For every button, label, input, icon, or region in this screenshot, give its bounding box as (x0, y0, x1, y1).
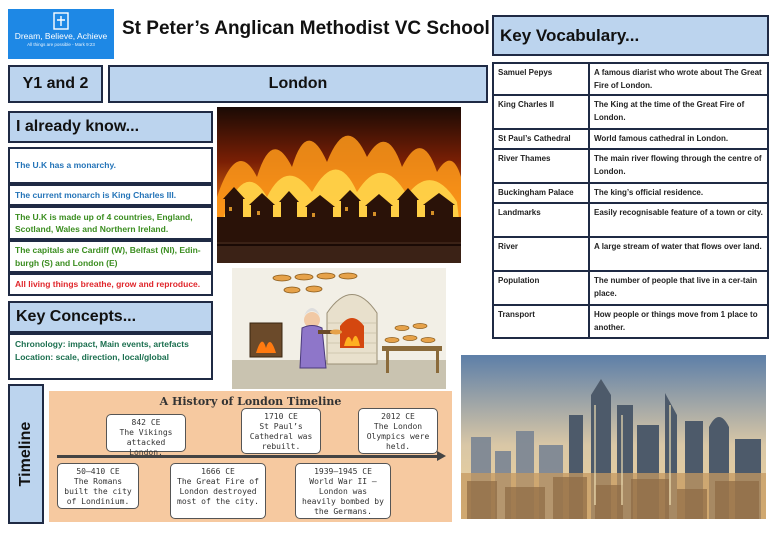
vocab-definition: The king’s official residence. (589, 183, 768, 203)
crest-icon (53, 12, 69, 30)
vocab-definition: A famous diarist who wrote about The Great Fire of London. (589, 63, 768, 95)
event-date: 842 CE (131, 418, 161, 427)
bakery-cartoon-image (232, 268, 446, 389)
event-date: 1666 CE (201, 467, 235, 476)
event-date: 1710 CE (264, 412, 298, 421)
vocab-definition: The main river flowing through the centre of London. (589, 149, 768, 183)
vocab-definition: World famous cathedral in London. (589, 129, 768, 149)
concept-line: Chronology: impact, Main events, artefacts (15, 339, 189, 349)
timeline-label-text: Timeline (17, 421, 34, 487)
fact-item (8, 273, 213, 296)
fact-text: The U.K is made up of 4 countries, England, Scotland, Wales and Northern Ireland. (15, 211, 193, 234)
timeline-event (358, 408, 438, 454)
timeline-event (57, 463, 139, 509)
table-row (493, 305, 768, 338)
key-concepts-title: Key Concepts... (8, 301, 213, 333)
london-skyline-image (461, 355, 766, 519)
fact-text: The capitals are Cardiff (W), Belfast (NI), Edin-burgh (S) and London (E) (15, 245, 201, 268)
fact-text: The current monarch is King Charles III. (15, 189, 177, 200)
timeline-event (241, 408, 321, 454)
vocab-term: Samuel Pepys (493, 63, 589, 95)
table-row (493, 129, 768, 149)
table-row (493, 183, 768, 203)
vocab-term: Population (493, 271, 589, 305)
timeline-title: A History of London Timeline (159, 395, 342, 408)
vocab-term: St Paul’s Cathedral (493, 129, 589, 149)
event-date: 2012 CE (381, 412, 415, 421)
fact-item (8, 184, 213, 206)
vocab-term: King Charles II (493, 95, 589, 129)
fact-text: The U.K has a monarchy. (15, 160, 116, 171)
timeline-event (106, 414, 186, 457)
topic-title: London (108, 65, 488, 103)
fact-item (8, 240, 213, 273)
vocab-term: Transport (493, 305, 589, 338)
fact-item (8, 206, 213, 240)
vocabulary-table (492, 62, 769, 339)
vocab-definition: How people or things move from 1 place to another. (589, 305, 768, 338)
logo-motto: Dream, Believe, Achieve (14, 31, 108, 41)
great-fire-image (217, 107, 461, 263)
key-concepts-box (8, 333, 213, 380)
timeline-graphic (49, 391, 452, 522)
vocab-definition: A large stream of water that flows over land. (589, 237, 768, 271)
logo-verse: All things are possible - Mark 9:23 (27, 42, 95, 47)
table-row (493, 149, 768, 183)
already-know-title: I already know... (8, 111, 213, 143)
timeline-event (170, 463, 266, 519)
event-date: 50—410 CE (76, 467, 120, 476)
vocab-term: Buckingham Palace (493, 183, 589, 203)
vocabulary-title: Key Vocabulary... (492, 15, 769, 56)
year-group: Y1 and 2 (8, 65, 103, 103)
fact-item (8, 147, 213, 184)
school-name: St Peter’s Anglican Methodist VC School (122, 18, 490, 39)
table-row (493, 237, 768, 271)
school-logo (8, 9, 114, 59)
event-text: World War II – London was heavily bombed by the Germans. (302, 477, 384, 516)
fact-text: All living things breathe, grow and reproduce. (15, 279, 201, 290)
vocab-term: River Thames (493, 149, 589, 183)
timeline-label (8, 384, 44, 524)
table-row (493, 203, 768, 237)
table-row (493, 95, 768, 129)
arrow-right-icon (437, 451, 446, 461)
event-date: 1939—1945 CE (314, 467, 372, 476)
vocab-term: Landmarks (493, 203, 589, 237)
event-text: The London Olympics were held. (366, 422, 430, 451)
event-text: St Paul’s Cathedral was rebuilt. (249, 422, 313, 451)
vocab-term: River (493, 237, 589, 271)
vocab-definition: The number of people that live in a cer-tain place. (589, 271, 768, 305)
event-text: The Vikings attacked London. (119, 428, 173, 457)
vocab-definition: Easily recognisable feature of a town or city. (589, 203, 768, 237)
concept-line: Location: scale, direction, local/global (15, 352, 169, 362)
vocab-definition: The King at the time of the Great Fire of London. (589, 95, 768, 129)
table-row (493, 63, 768, 95)
table-row (493, 271, 768, 305)
timeline-event (295, 463, 391, 519)
event-text: The Romans built the city of Londinium. (64, 477, 132, 506)
event-text: The Great Fire of London destroyed most of the city. (177, 477, 259, 506)
